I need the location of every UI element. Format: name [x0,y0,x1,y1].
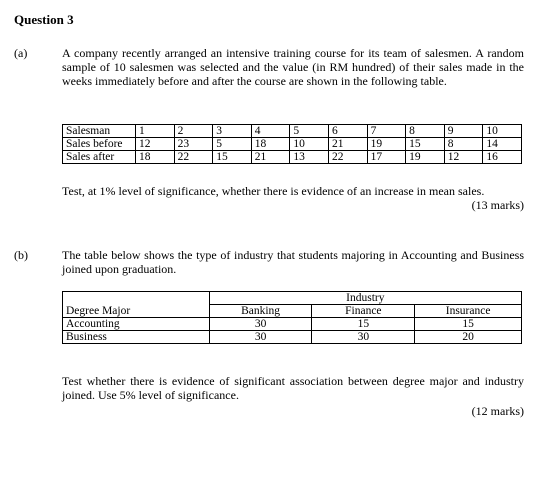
cell-business-finance: 30 [312,331,415,344]
table-cell: 21 [328,138,367,151]
degree-major-header: Degree Major [63,305,210,318]
table-cell: 5 [290,125,329,138]
table-cell: 16 [483,151,522,164]
table-cell: 10 [290,138,329,151]
table-cell: 6 [328,125,367,138]
table-cell: 10 [483,125,522,138]
table-cell: 1 [136,125,175,138]
row-header: Salesman [63,125,136,138]
cell-accounting-finance: 15 [312,318,415,331]
row-label-business: Business [63,331,210,344]
table-cell: 12 [444,151,483,164]
table-cell: 15 [213,151,252,164]
table-cell: 22 [328,151,367,164]
table-cell: 23 [174,138,213,151]
part-a-marks: (13 marks) [471,198,524,212]
table-cell: 5 [213,138,252,151]
part-a-task: Test, at 1% level of significance, whether there is evidence of an increase in mean sales. [62,184,485,198]
table-cell: 13 [290,151,329,164]
table-cell: 18 [136,151,175,164]
row-label-accounting: Accounting [63,318,210,331]
part-b-marks: (12 marks) [471,404,524,418]
part-a-label: (a) [14,46,28,60]
table-cell: 8 [406,125,445,138]
col-header-finance: Finance [312,305,415,318]
part-b-intro: The table below shows the type of industry that students majoring in Accounting and Business joined upon graduation. [62,248,524,276]
table-cell: 14 [483,138,522,151]
table-cell: 2 [174,125,213,138]
table-cell: 21 [251,151,290,164]
row-header: Sales after [63,151,136,164]
table-cell: 15 [406,138,445,151]
cell-business-insurance: 20 [415,331,522,344]
table-cell: 9 [444,125,483,138]
row-header: Sales before [63,138,136,151]
question-title: Question 3 [14,12,74,27]
table-cell: 8 [444,138,483,151]
cell-accounting-insurance: 15 [415,318,522,331]
sales-table [62,124,522,164]
part-b-task: Test whether there is evidence of significant association between degree major and industry joined. Use 5% level of significance. [62,374,524,402]
salesman-row [63,125,522,138]
industry-group-header: Industry [209,292,521,305]
part-a-intro: A company recently arranged an intensive training course for its team of salesmen. A random sample of 10 salesmen was selected and the value (in RM hundred) of their sales made in the weeks immediately before and after the course are shown in the following table. [62,46,524,88]
table-cell: 7 [367,125,406,138]
sales-after-row [63,151,522,164]
table-cell: 19 [367,138,406,151]
industry-table-corner [63,292,210,305]
table-cell: 17 [367,151,406,164]
table-cell: 22 [174,151,213,164]
cell-business-banking: 30 [209,331,312,344]
cell-accounting-banking: 30 [209,318,312,331]
table-cell: 18 [251,138,290,151]
industry-table [62,291,522,344]
sales-before-row [63,138,522,151]
col-header-banking: Banking [209,305,312,318]
part-b-label: (b) [14,248,28,262]
col-header-insurance: Insurance [415,305,522,318]
table-cell: 12 [136,138,175,151]
table-cell: 4 [251,125,290,138]
table-cell: 19 [406,151,445,164]
table-cell: 3 [213,125,252,138]
